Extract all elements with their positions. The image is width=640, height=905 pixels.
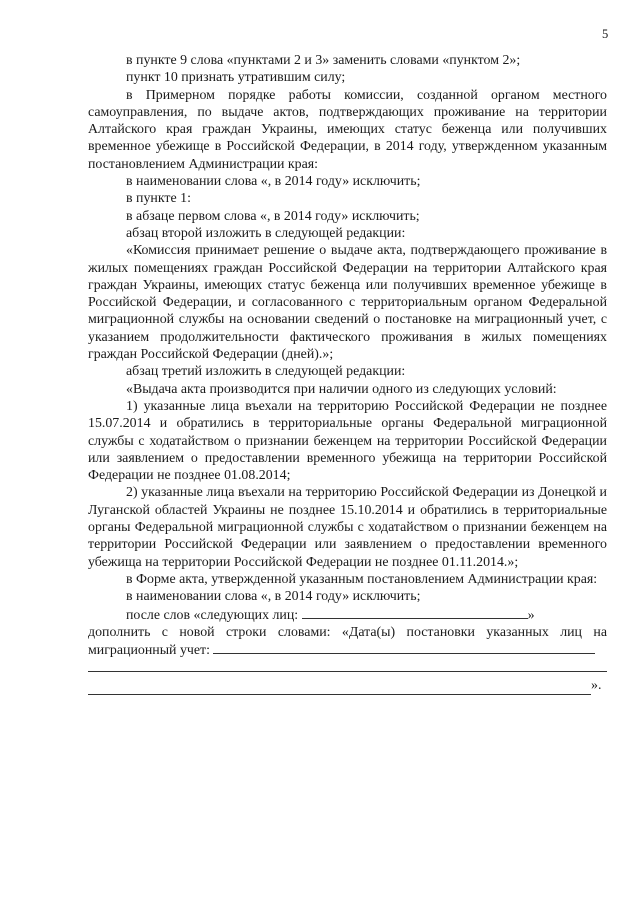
paragraph: в пункте 9 слова «пунктами 2 и 3» заменить словами «пунктом 2»; (126, 53, 521, 68)
paragraph: пункт 10 признать утратившим силу; (126, 70, 346, 86)
paragraph: в Примерном порядке работы комиссии, созданной органом местного самоуправления, по выдаче актов, подтверждающих проживание на территории Алтайского края граждан Украины, имеющих статус беженца или получивших временное убежище в Российской Федерации, в 2014 году, утвержденном указанным постановлением Администрации края: (88, 87, 607, 172)
final-blank-line (88, 677, 607, 694)
addition-text: дополнить с новой строки словами: «Дата(ы) постановки указанных лиц на миграционный учет: (88, 624, 607, 659)
after-words-line (88, 606, 607, 624)
paragraph: 1) указанные лица въехали на территорию Российской Федерации не позднее 15.07.2014 и обратились в территориальные органы Федеральной миграционной службы с ходатайством о признании беженцем на территории Российской Федерации или заявлением о предоставлении временного убежища на территории Российской Федерации не позднее 01.08.2014; (88, 398, 607, 484)
paragraph: 2) указанные лица въехали на территорию Российской Федерации из Донецкой и Луганской областей Украины не позднее 15.10.2014 и обратились в территориальные органы Федеральной миграционной службы с ходатайством о признании беженцем на территории Российской Федерации или заявлением о предоставлении временного убежища на территории Российской Федерации не позднее 01.11.2014.»; (88, 485, 607, 570)
paragraph: абзац второй изложить в следующей редакции: (126, 225, 406, 241)
blank-line (88, 659, 607, 672)
after-words-suffix: » (527, 607, 535, 623)
page-number: 5 (602, 27, 609, 41)
document-body (88, 52, 607, 695)
paragraph: в Форме акта, утвержденной указанным постановлением Администрации края: (126, 571, 598, 587)
blank-line (302, 606, 528, 619)
paragraph: «Выдача акта производится при наличии одного из следующих условий: (126, 381, 557, 397)
paragraph: в пункте 1: (126, 191, 191, 207)
paragraph: в абзаце первом слова «, в 2014 году» исключить; (126, 208, 420, 224)
paragraph: «Комиссия принимает решение о выдаче акта, подтверждающего проживание в жилых помещениях граждан Российской Федерации на территории Алтайского края граждан Украины, имеющих статус беженца или получивших временное убежище в Российской Федерации, и согласованного с территориальным органом Федеральной миграционной службы на основании сведений о постановке на миграционный учет, с указанием продолжительности фактического проживания в жилых помещениях граждан Российской Федерации (дней).»; (88, 243, 607, 363)
after-words-prefix: после слов «следующих лиц: (126, 607, 299, 623)
paragraph: в наименовании слова «, в 2014 году» исключить; (126, 589, 421, 605)
closing-quote: ». (591, 678, 602, 694)
paragraph: в наименовании слова «, в 2014 году» исключить; (126, 174, 421, 190)
blank-line (88, 682, 591, 695)
paragraph: абзац третий изложить в следующей редакции: (126, 364, 406, 380)
blank-line (213, 641, 595, 654)
addition-paragraph (88, 624, 607, 660)
